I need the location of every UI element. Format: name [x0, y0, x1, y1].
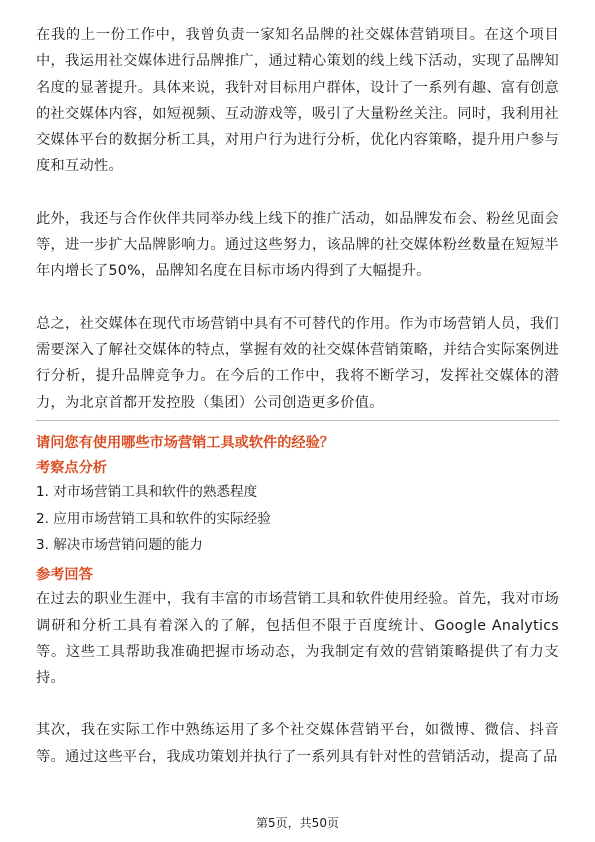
reference-paragraph-2: 其次，我在实际工作中熟练运用了多个社交媒体营销平台，如微博、微信、抖音等。通过这些平台，我成功策划并执行了一系列具有针对性的营销活动，提高了品 [36, 722, 559, 765]
analysis-list [36, 479, 559, 559]
question-heading: 请问您有使用哪些市场营销工具或软件的经验？ [36, 434, 334, 451]
reference-answer-title: 参考回答 [36, 567, 93, 584]
page-number: 第5页，共50页 [256, 816, 339, 830]
list-item: 2. 应用市场营销工具和软件的实际经验 [36, 510, 271, 527]
list-item: 3. 解决市场营销问题的能力 [36, 537, 203, 554]
document-page [36, 22, 559, 770]
list-item: 1. 对市场营销工具和软件的熟悉程度 [36, 483, 258, 500]
section-divider [36, 420, 559, 421]
body-paragraph-3: 总之，社交媒体在现代市场营销中具有不可替代的作用。作为市场营销人员，我们需要深入了解社交媒体的特点，掌握有效的社交媒体营销策略，并结合实际案例进行分析，提升品牌竞争力。在今后的工作中，我将不断学习，发挥社交媒体的潜力，为北京首都开发控股（集团）公司创造更多价值。 [36, 315, 559, 411]
reference-paragraph-1: 在过去的职业生涯中，我有丰富的市场营销工具和软件使用经验。首先，我对市场调研和分析工具有着深入的了解，包括但不限于百度统计、Google Analytics等。这些工具帮助我准确把握市场动态，为我制定有效的营销策略提供了有力支持。 [36, 591, 559, 687]
analysis-title: 考察点分析 [36, 459, 107, 476]
paragraph-spacer [36, 285, 559, 311]
body-paragraph-1: 在我的上一份工作中，我曾负责一家知名品牌的社交媒体营销项目。在这个项目中，我运用社交媒体进行品牌推广，通过精心策划的线上线下活动，实现了品牌知名度的显著提升。具体来说，我针对目标用户群体，设计了一系列有趣、富有创意的社交媒体内容，如短视频、互动游戏等，吸引了大量粉丝关注。同时，我利用社交媒体平台的数据分析工具，对用户行为进行分析，优化内容策略，提升用户参与度和互动性。 [36, 27, 559, 175]
body-paragraph-2: 此外，我还与合作伙伴共同举办线上线下的推广活动，如品牌发布会、粉丝见面会等，进一步扩大品牌影响力。通过这些努力，该品牌的社交媒体粉丝数量在短短半年内增长了50%，品牌知名度在目标市场内得到了大幅提升。 [36, 210, 559, 280]
paragraph-spacer [36, 180, 559, 206]
paragraph-spacer [36, 691, 559, 717]
